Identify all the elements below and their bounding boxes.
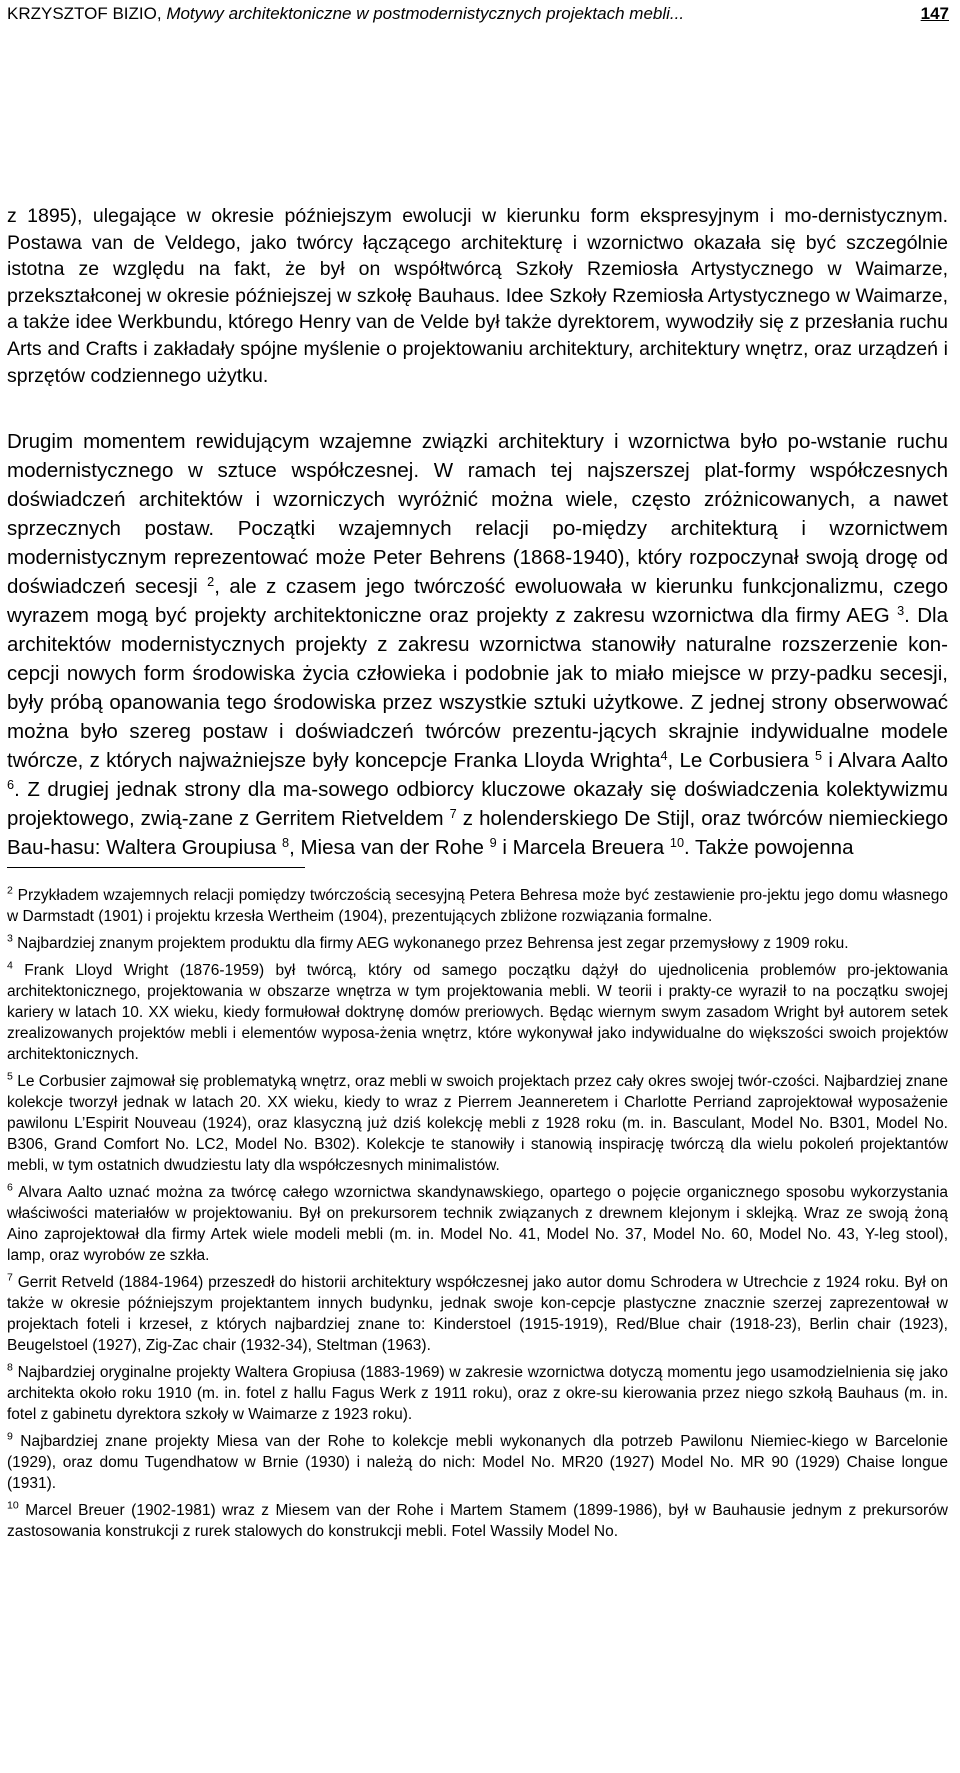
footnote-2 xyxy=(7,885,948,927)
footnote-number: 8 xyxy=(7,1361,13,1374)
text-run: i Marcela Breuera xyxy=(496,836,670,859)
footnote-ref-4[interactable]: 4 xyxy=(660,748,668,764)
article-title: Motywy architektoniczne w postmodernistycznych projektach mebli... xyxy=(166,4,685,23)
footnote-ref-7[interactable]: 7 xyxy=(449,806,457,822)
footnote-separator xyxy=(7,867,305,868)
footnote-9 xyxy=(7,1431,948,1494)
footnote-number: 6 xyxy=(7,1181,13,1194)
footnote-ref-5[interactable]: 5 xyxy=(815,748,823,764)
footnote-ref-2[interactable]: 2 xyxy=(207,574,215,590)
footnote-ref-6[interactable]: 6 xyxy=(7,777,15,793)
footnote-8 xyxy=(7,1362,948,1425)
footnote-text: Alvara Aalto uznać można za twórcę całego wzornictwa skandynawskiego, opartego o pojęcie organicznego sposobu wykorzystania właściwości materiałów w projektowaniu. Był on prekursorem technik związanych z drewnem klejonym i sklejką. Wraz ze swoją żoną Aino zaprojektował dla firmy Artek wiele modeli mebli (m. in. Model No. 41, Model No. 37, Model No. 60, Model No. 43, Y-leg stool), lamp, oraz wyrobów ze szkła. xyxy=(7,1184,948,1264)
footnote-3 xyxy=(7,933,948,954)
footnote-4 xyxy=(7,960,948,1065)
footnote-text: Przykładem wzajemnych relacji pomiędzy twórczością secesyjną Petera Behresa może być zestawienie pro-jektu jego domu własnego w Darmstadt (1901) i projektu krzesła Wertheim (1904), prezentujących zbliżone rozwiązania formalne. xyxy=(7,887,948,925)
body-paragraph-1: z 1895), ulegające w okresie późniejszym ewolucji w kierunku form ekspresyjnym i mo-dernistycznym. Postawa van de Veldego, jako twórcy łączącego architekturę i wzornictwo okazała się być szczególnie istotna ze względu na fakt, że był on współtwórcą Szkoły Rzemiosła Artystycznego w Waimarze, przekształconej w okresie późniejszej w szkołę Bauhaus. Idee Szkoły Rzemiosła Artystycznego w Waimarze, a także idee Werkbundu, którego Henry van de Velde był także dyrektorem, wywodziły się z przesłania ruchu Arts and Crafts i zakładały spójne myślenie o projektowaniu architektury, architektury wnętrz, oraz urządzeń i sprzętów codziennego użytku. xyxy=(7,205,948,387)
main-text-continued xyxy=(7,427,948,862)
footnote-number: 7 xyxy=(7,1271,13,1284)
text-run: , Le Corbusiera xyxy=(667,749,816,772)
author-name: KRZYSZTOF BIZIO, xyxy=(7,4,167,23)
footnote-ref-9[interactable]: 9 xyxy=(489,835,497,851)
footnote-7 xyxy=(7,1272,948,1356)
text-run: . Także powojenna xyxy=(684,836,854,859)
footnotes xyxy=(7,885,948,1548)
footnote-number: 10 xyxy=(7,1499,19,1512)
footnote-text: Najbardziej oryginalne projekty Waltera Gropiusa (1883-1969) w zakresie wzornictwa dotyczą momentu jego usamodzielnienia się jako architekta około roku 1910 (m. in. fotel z hallu Fagus Werk z 1911 roku), oraz z okre-su kierowania przez niego szkołą Bauhaus (m. in. fotel z gabinetu dyrektora szkoły w Waimarze z 1923 roku). xyxy=(7,1364,948,1423)
text-run: , Miesa van der Rohe xyxy=(289,836,490,859)
footnote-number: 2 xyxy=(7,884,13,897)
text-run: Drugim momentem rewidującym wzajemne związki architektury i wzornictwa było po-wstanie ruchu modernistycznego w sztuce współczesnej. W ramach tej najszerszej plat-formy współczesnych doświadczeń architektów i wzorniczych wyróżnić można wiele, często zróżnicowanych, a nawet sprzecznych postaw. Początki wzajemnych relacji po-między architekturą i wzornictwem modernistycznym reprezentować może Peter Behrens (1868-1940), który rozpoczynał swoją drogę od doświadczeń secesji xyxy=(7,430,948,598)
footnote-text: Marcel Breuer (1902-1981) wraz z Miesem van der Rohe i Martem Stamem (1899-1986), był w Bauhausie jednym z prekursorów zastosowania konstrukcji z rurek stalowych do konstrukcji mebli. Fotel Wassily Model No. xyxy=(7,1502,949,1540)
text-run: i Alvara Aalto xyxy=(822,749,948,772)
footnote-6 xyxy=(7,1182,948,1266)
running-header-title xyxy=(7,2,684,26)
footnote-5 xyxy=(7,1071,948,1176)
text-run: , ale z czasem jego twórczość ewoluowała w kierunku funkcjonalizmu, czego wyrazem mogą być projekty architektoniczne oraz projekty z zakresu wzornictwa dla firmy AEG xyxy=(7,575,948,627)
body-paragraph-2 xyxy=(7,427,948,862)
page-number: 147 xyxy=(920,4,949,23)
footnote-number: 4 xyxy=(7,959,13,972)
footnote-text: Najbardziej znanym projektem produktu dla firmy AEG wykonanego przez Behrensa jest zegar przemysłowy z 1909 roku. xyxy=(17,935,849,952)
footnote-number: 9 xyxy=(7,1430,13,1443)
running-header xyxy=(7,2,951,26)
footnote-text: Frank Lloyd Wright (1876-1959) był twórcą, który od samego początku dążył do ujednolicenia problemów pro-jektowania architektonicznego, projektowania w obszarze wnętrza w tym projektowania mebli. W teorii i prakty-ce wyraził to na początku swojej kariery w latach 10. XX wieku, kiedy formułował doktrynę domów preriowych. Będąc wiernym swym zasadom Wright był autorem setek zrealizowanych projektów mebli i elementów wyposa-żenia wnętrz, które wykonywał jako indywidualne do większości swoich projektów architektonicznych. xyxy=(7,962,948,1063)
main-text xyxy=(7,203,948,389)
footnote-text: Najbardziej znane projekty Miesa van der Rohe to kolekcje mebli wykonanych dla potrzeb Pawilonu Niemiec-kiego w Barcelonie (1929), oraz domu Tugendhatow w Brnie (1930) i należą do nich: Model No. MR20 (1927) Model No. MR 90 (1929) Chaise longue (1931). xyxy=(7,1433,948,1492)
footnote-10 xyxy=(7,1500,948,1542)
footnote-ref-10[interactable]: 10 xyxy=(669,835,685,851)
footnote-ref-8[interactable]: 8 xyxy=(282,835,290,851)
text-run: z holenderskiego De Stijl, oraz twórców niemieckiego Bau-hasu: Waltera Groupiusa xyxy=(7,807,948,859)
footnote-number: 5 xyxy=(7,1070,13,1083)
footnote-number: 3 xyxy=(7,932,13,945)
footnote-text: Le Corbusier zajmował się problematyką wnętrz, oraz mebli w swoich projektach przez cały okres swojej twór-czości. Najbardziej znane kolekcje tworzył jednak w latach 20. XX wieku, kiedy to wraz z Pierrem Jeanneretem i Charlotte Perriand zaprojektował wyposażenie pawilonu L’Espirit Nouveau (1924), oraz klasyczną już dziś kolekcję mebli z 1928 roku (m. in. Basculant, Model No. B301, Model No. B306, Grand Comfort No. LC2, Model No. B302). Kolekcje te stanowiły i stanowią inspirację twórczą dla wielu pokoleń projektantów mebli, w tym ostatnich dwudziestu laty dla współczesnych minimalistów. xyxy=(7,1073,948,1174)
footnote-text: Gerrit Retveld (1884-1964) przeszedł do historii architektury współczesnej jako autor domu Schrodera w Utrechcie z 1924 roku. Był on także w okresie późniejszym projektantem innych budynku, jednak swoje kon-cepcje plastyczne znacznie szerzej zaprezentował w projektach foteli i krzeseł, z których najbardziej znane to: Kinderstoel (1915-1919), Red/Blue chair (1918-23), Berlin chair (1923), Beugelstoel (1927), Zig-Zac chair (1932-34), Steltman (1963). xyxy=(7,1274,948,1354)
text-run: . Z drugiej jednak strony dla ma-sowego odbiorcy kluczowe okazały się doświadczenia kolektywizmu projektowego, zwią-zane z Gerritem Rietveldem xyxy=(7,778,948,830)
text-run: . Dla architektów modernistycznych projekty z zakresu wzornictwa stanowiły naturalne rozszerzenie kon-cepcji nowych form środowiska życia człowieka i podobnie jak to miało miejsce w przy-padku secesji, były próbą opanowania tego środowiska przez wszystkie sztuki użytkowe. Z jednej strony obserwować można było szereg postaw i doświadczeń twórców prezentu-jących skrajnie indywidualne modele twórcze, z których najważniejsze były koncepcje Franka Lloyda Wrighta xyxy=(7,604,948,772)
footnote-ref-3[interactable]: 3 xyxy=(897,603,905,619)
